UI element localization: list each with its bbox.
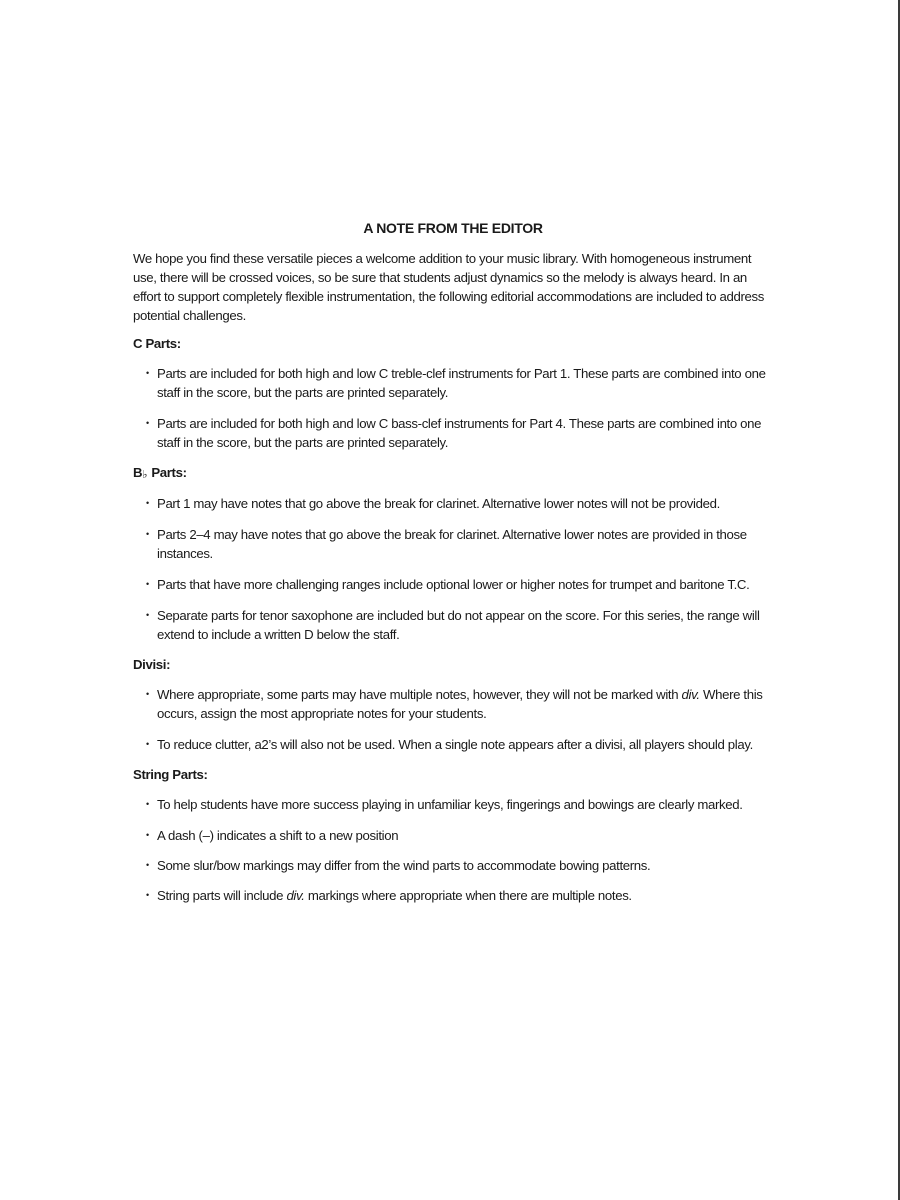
bullet-icon: •	[146, 739, 149, 749]
list-item-text	[157, 687, 763, 721]
italic-text-run: div.	[681, 687, 700, 702]
list-item	[133, 414, 773, 452]
list-item-text: Part 1 may have notes that go above the break for clarinet. Alternative lower notes will not be provided.	[157, 496, 720, 511]
bullet-icon: •	[146, 418, 149, 428]
list-item-text: Separate parts for tenor saxophone are included but do not appear on the score. For this series, the range will extend to include a written D below the staff.	[157, 608, 760, 642]
section-heading-c-parts: C Parts:	[133, 336, 181, 351]
list-item-text: Some slur/bow markings may differ from the wind parts to accommodate bowing patterns.	[157, 858, 651, 873]
bullet-icon: •	[146, 498, 149, 508]
list-item	[133, 856, 773, 875]
bullet-icon: •	[146, 860, 149, 870]
bullet-icon: •	[146, 368, 149, 378]
text-run: String parts will include	[157, 888, 287, 903]
page-title: A NOTE FROM THE EDITOR	[363, 220, 543, 236]
bflat-parts-list	[133, 494, 773, 644]
divisi-list	[133, 685, 773, 754]
list-item	[133, 525, 773, 563]
bullet-icon: •	[146, 689, 149, 699]
bullet-icon: •	[146, 579, 149, 589]
text-run: markings where appropriate when there are multiple notes.	[304, 888, 632, 903]
list-item	[133, 364, 773, 402]
text-run: Where this occurs, assign the most appropriate notes for your students.	[157, 687, 763, 721]
list-item-text	[157, 888, 632, 903]
list-item-text: To reduce clutter, a2’s will also not be used. When a single note appears after a divisi, all players should play.	[157, 737, 753, 752]
list-item-text: Parts that have more challenging ranges include optional lower or higher notes for trumpet and baritone T.C.	[157, 577, 750, 592]
bullet-icon: •	[146, 890, 149, 900]
flat-icon: ♭	[142, 469, 148, 481]
list-item	[133, 735, 773, 754]
list-item-text: A dash (–) indicates a shift to a new position	[157, 828, 399, 843]
list-item-text: Parts 2–4 may have notes that go above the break for clarinet. Alternative lower notes are provided in those instances.	[157, 527, 747, 561]
editor-note	[133, 219, 773, 916]
list-item	[133, 685, 773, 723]
list-item	[133, 494, 773, 513]
text-run: Where appropriate, some parts may have multiple notes, however, they will not be marked with	[157, 687, 682, 702]
list-item-text: Parts are included for both high and low C treble-clef instruments for Part 1. These parts are combined into one staff in the score, but the parts are printed separately.	[157, 366, 766, 400]
intro-paragraph: We hope you find these versatile pieces a welcome addition to your music library. With homogeneous instrument use, there will be crossed voices, so be sure that students adjust dynamics so the melody is always heard. In an effort to support completely flexible instrumentation, the following editorial accommodations are included to address potential challenges.	[133, 251, 765, 323]
section-heading-bflat-parts	[133, 464, 773, 483]
list-item-text: To help students have more success playing in unfamiliar keys, fingerings and bowings are clearly marked.	[157, 797, 743, 812]
list-item-text: Parts are included for both high and low C bass-clef instruments for Part 4. These parts are combined into one staff in the score, but the parts are printed separately.	[157, 416, 762, 450]
list-item	[133, 795, 773, 814]
list-item	[133, 886, 773, 905]
bullet-icon: •	[146, 830, 149, 840]
heading-letter: B	[133, 465, 143, 480]
c-parts-list	[133, 364, 773, 452]
list-item	[133, 575, 773, 594]
heading-suffix: Parts:	[148, 465, 187, 480]
italic-text-run: div.	[286, 888, 305, 903]
section-heading-divisi: Divisi:	[133, 657, 171, 672]
section-heading-string-parts: String Parts:	[133, 767, 208, 782]
bullet-icon: •	[146, 610, 149, 620]
bullet-icon: •	[146, 799, 149, 809]
list-item	[133, 826, 773, 845]
list-item	[133, 606, 773, 644]
bullet-icon: •	[146, 529, 149, 539]
string-parts-list	[133, 795, 773, 905]
